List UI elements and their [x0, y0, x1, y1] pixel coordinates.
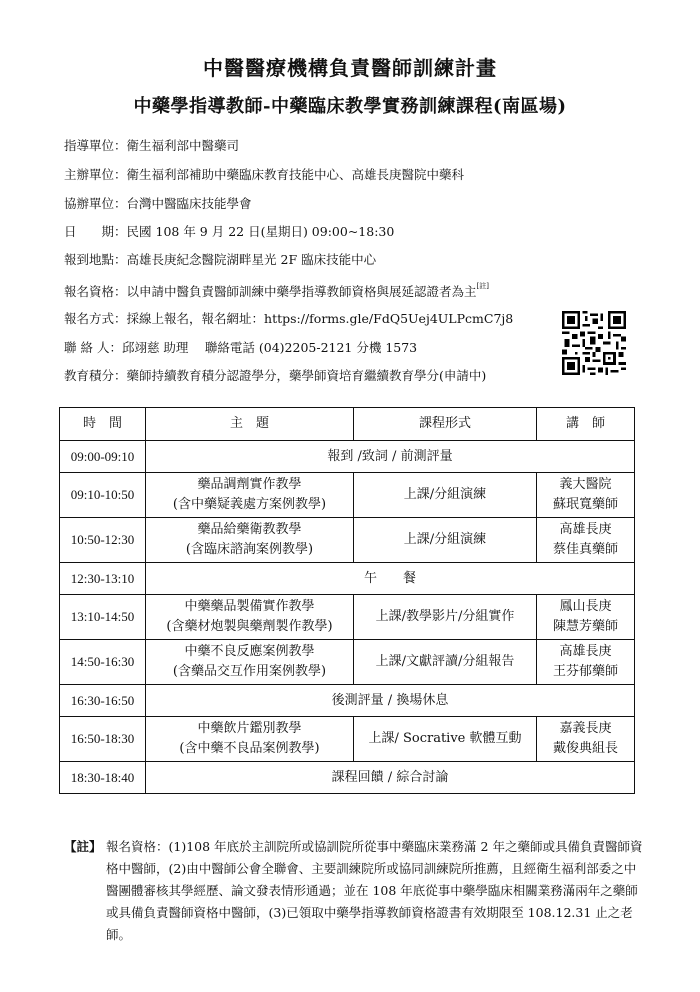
session-topic — [146, 518, 354, 563]
session-format: 上課/ Socrative 軟體互動 — [354, 717, 537, 762]
session-lecturer — [537, 640, 635, 685]
footnote-head: 【註】 — [64, 839, 102, 854]
session-lecturer — [537, 473, 635, 518]
lecturer-line: 嘉義長庚 — [559, 721, 612, 736]
lecturer-line: 高雄長庚 — [559, 644, 612, 659]
session-topic — [146, 717, 354, 762]
session-format: 上課/分組演練 — [354, 518, 537, 563]
lecturer-line: 陳慧芳藥師 — [552, 619, 618, 634]
session-lecturer — [537, 518, 635, 563]
info-row-date — [64, 222, 394, 240]
info-row-eligibility — [64, 281, 489, 300]
table-row — [60, 473, 635, 518]
info-value: 台灣中醫臨床技能學會 — [126, 196, 252, 211]
info-row-organizer — [64, 165, 464, 183]
info-row-co-organizer — [64, 194, 252, 212]
info-label: 報名資格： — [64, 284, 127, 299]
info-label: 協辦單位： — [64, 196, 127, 211]
info-row-contact — [64, 338, 417, 356]
lecturer-line: 鳳山長庚 — [559, 599, 612, 614]
table-row — [60, 762, 635, 794]
footnote-text: 報名資格：(1)108 年底於主訓院所或協訓院所從事中藥臨床業務滿 2 年之藥師或具備負責醫師資格中醫師，(2)由中醫師公會全聯會、主要訓練院所或協同訓練院所推薦，且經衛生福利部委之中醫團體審核其學經歷、論文發表情形通過；並在 108 年底從事中藥學臨床相關業務滿兩年之藥師或具備負責醫師資格中醫師，(3)已領取中藥學指導教師資格證書有效期限至 108.12.31 止之老師。 — [106, 839, 643, 942]
session-topic — [146, 595, 354, 640]
info-row-guidance — [64, 136, 239, 154]
session-time: 16:30-16:50 — [60, 685, 146, 717]
table-row — [60, 518, 635, 563]
table-row — [60, 441, 635, 473]
table-row — [60, 717, 635, 762]
session-format: 上課/教學影片/分組實作 — [354, 595, 537, 640]
info-value: 衛生福利部補助中藥臨床教育技能中心、高雄長庚醫院中藥科 — [126, 167, 465, 182]
info-label: 聯 絡 人： — [64, 340, 122, 355]
footnote — [64, 836, 644, 946]
topic-line: (含臨床諮詢案例教學) — [185, 542, 314, 557]
info-row-location — [64, 250, 376, 268]
header-time: 時 間 — [60, 408, 146, 441]
info-label: 指導單位： — [64, 138, 127, 153]
info-row-credits — [64, 366, 486, 384]
qr-code-icon[interactable] — [562, 311, 626, 375]
session-time: 09:00-09:10 — [60, 441, 146, 473]
topic-line: 中藥飲片鑑別教學 — [197, 721, 302, 736]
info-value: 高雄長庚紀念醫院湖畔星光 2F 臨床技能中心 — [126, 252, 377, 267]
topic-line: 藥品調劑實作教學 — [197, 477, 302, 492]
session-time: 16:50-18:30 — [60, 717, 146, 762]
topic-line: (含中藥不良品案例教學) — [179, 741, 320, 756]
lecturer-line: 蔡佳真藥師 — [552, 542, 618, 557]
session-time: 14:50-16:30 — [60, 640, 146, 685]
session-span: 後測評量 / 換場休息 — [146, 685, 635, 717]
session-time: 13:10-14:50 — [60, 595, 146, 640]
header-lecturer: 講 師 — [537, 408, 635, 441]
lecturer-line: 蘇珉寬藥師 — [552, 497, 618, 512]
session-time: 18:30-18:40 — [60, 762, 146, 794]
session-topic — [146, 640, 354, 685]
info-label: 主辦單位： — [64, 167, 127, 182]
info-value: 邱翊慈 助理 聯絡電話 (04)2205-2121 分機 1573 — [121, 340, 418, 355]
table-row — [60, 685, 635, 717]
info-value: 衛生福利部中醫藥司 — [126, 138, 240, 153]
lecturer-line: 王芬郁藥師 — [552, 664, 618, 679]
info-label: 報名方式： — [64, 311, 127, 326]
table-header — [60, 408, 635, 441]
session-format: 上課/分組演練 — [354, 473, 537, 518]
info-label: 日 期： — [64, 224, 127, 239]
header-topic: 主 題 — [146, 408, 354, 441]
note-marker: [註] — [476, 282, 489, 290]
session-span: 課程回饋 / 綜合討論 — [146, 762, 635, 794]
session-topic — [146, 473, 354, 518]
session-time: 12:30-13:10 — [60, 563, 146, 595]
info-label: 教育積分： — [64, 368, 127, 383]
topic-line: (含中藥疑義處方案例教學) — [172, 497, 327, 512]
topic-line: 中藥不良反應案例教學 — [184, 644, 315, 659]
session-span: 午 餐 — [146, 563, 635, 595]
lecturer-line: 高雄長庚 — [559, 522, 612, 537]
session-format: 上課/文獻評讀/分組報告 — [354, 640, 537, 685]
topic-line: 中藥藥品製備實作教學 — [184, 599, 315, 614]
topic-line: (含藥材炮製與藥劑製作教學) — [166, 619, 333, 634]
info-value: 以申請中醫負責醫師訓練中藥學指導教師資格與展延認證者為主 — [126, 284, 477, 299]
lecturer-line: 戴俊典組長 — [552, 741, 618, 756]
session-lecturer — [537, 595, 635, 640]
page-title: 中醫醫療機構負責醫師訓練計畫 — [203, 56, 497, 80]
info-value: 藥師持續教育積分認證學分，藥學師資培育繼續教育學分(申請中) — [126, 368, 487, 383]
session-time: 10:50-12:30 — [60, 518, 146, 563]
schedule-table — [59, 407, 635, 794]
info-row-registration — [64, 309, 513, 327]
session-span: 報到 /致詞 / 前測評量 — [146, 441, 635, 473]
table-row — [60, 595, 635, 640]
table-row — [60, 563, 635, 595]
session-lecturer — [537, 717, 635, 762]
page-subtitle: 中藥學指導教師-中藥臨床教學實務訓練課程(南區場) — [133, 96, 567, 117]
registration-url[interactable]: 採線上報名，報名網址：https://forms.gle/FdQ5Uej4ULPcmC7j8 — [126, 311, 514, 326]
header-format: 課程形式 — [354, 408, 537, 441]
info-label: 報到地點： — [64, 252, 127, 267]
topic-line: 藥品給藥衛教教學 — [197, 522, 302, 537]
topic-line: (含藥品交互作用案例教學) — [172, 664, 327, 679]
session-time: 09:10-10:50 — [60, 473, 146, 518]
lecturer-line: 義大醫院 — [559, 477, 612, 492]
table-row — [60, 640, 635, 685]
info-value: 民國 108 年 9 月 22 日(星期日) 09:00~18:30 — [126, 224, 395, 239]
